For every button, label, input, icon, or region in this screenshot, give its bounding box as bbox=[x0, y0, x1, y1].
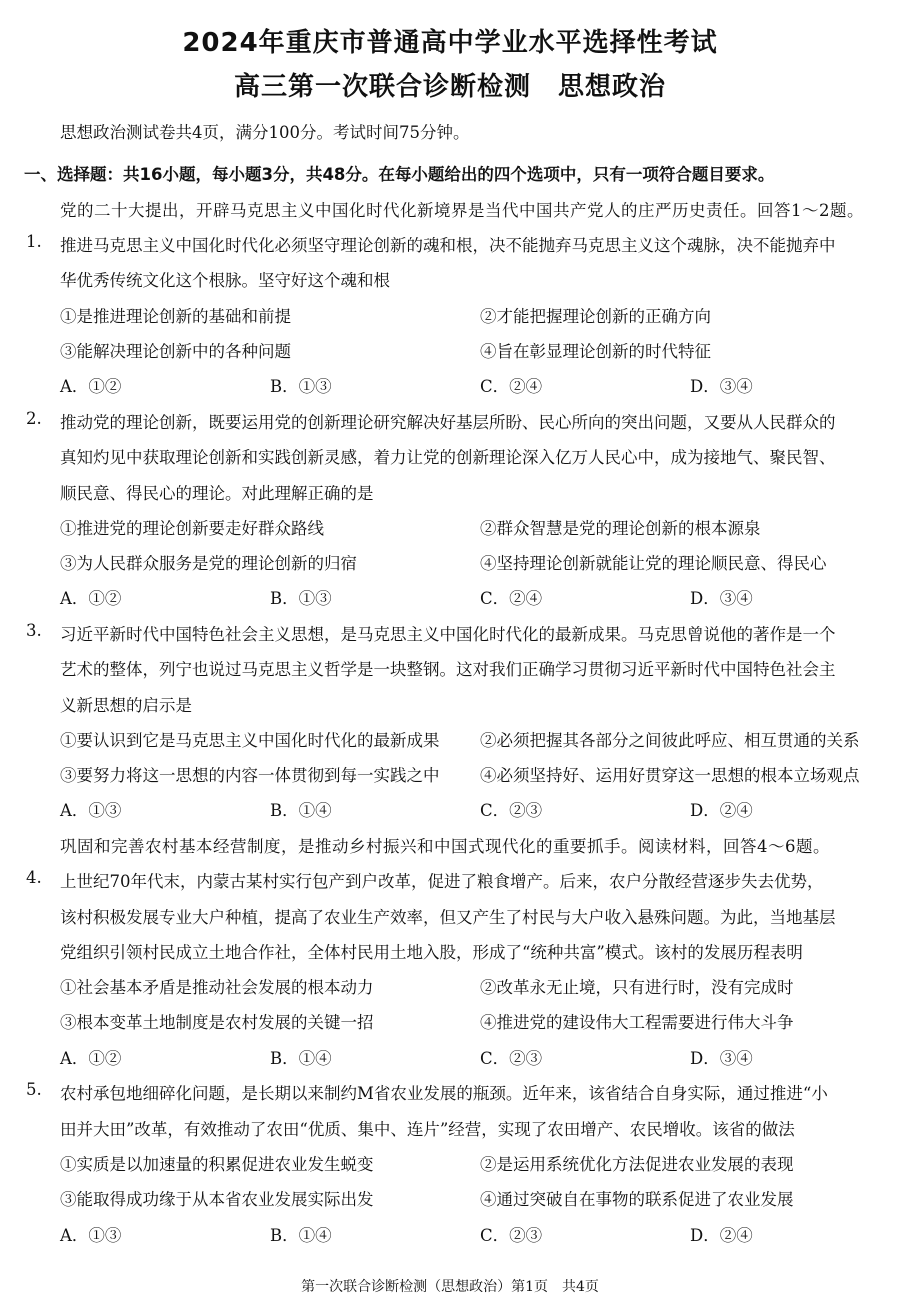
question-stem: 推进马克思主义中国化时代化必须坚守理论创新的魂和根，决不能抛弃马克思主义这个魂脉，决不能抛弃中 bbox=[60, 236, 836, 255]
choice-c: C．②③ bbox=[480, 1226, 543, 1245]
statement-4: ④坚持理论创新就能让党的理论顺民意、得民心 bbox=[480, 554, 827, 573]
choice-b: B．①③ bbox=[270, 589, 332, 608]
choice-b: B．①④ bbox=[270, 1226, 332, 1245]
choice-a: A．①③ bbox=[60, 801, 122, 820]
question-stem: 党组织引领村民成立土地合作社，全体村民用土地入股，形成了“统种共富”模式。该村的发展历程表明 bbox=[60, 943, 803, 962]
statement-1: ①实质是以加速量的积累促进农业发生蜕变 bbox=[60, 1155, 374, 1174]
statement-1: ①推进党的理论创新要走好群众路线 bbox=[60, 519, 324, 538]
statement-3: ③为人民群众服务是党的理论创新的归宿 bbox=[60, 554, 357, 573]
statement-4: ④必须坚持好、运用好贯穿这一思想的根本立场观点 bbox=[480, 766, 860, 785]
choice-d: D．②④ bbox=[690, 801, 753, 820]
choice-d: D．③④ bbox=[690, 1049, 753, 1068]
question-stem: 该村积极发展专业大户种植，提高了农业生产效率，但又产生了村民与大户收入悬殊问题。为此，当地基层 bbox=[60, 908, 836, 927]
choice-d: D．②④ bbox=[690, 1226, 753, 1245]
statement-2: ②才能把握理论创新的正确方向 bbox=[480, 307, 711, 326]
material-intro-1: 党的二十大提出，开辟马克思主义中国化时代化新境界是当代中国共产党人的庄严历史责任。回答1～2题。 bbox=[60, 201, 864, 220]
statement-2: ②改革永无止境，只有进行时，没有完成时 bbox=[480, 978, 794, 997]
material-intro-2: 巩固和完善农村基本经营制度，是推动乡村振兴和中国式现代化的重要抓手。阅读材料，回答4～6题。 bbox=[60, 837, 830, 856]
statement-3: ③要努力将这一思想的内容一体贯彻到每一实践之中 bbox=[60, 766, 440, 785]
choice-d: D．③④ bbox=[690, 377, 753, 396]
question-stem: 艺术的整体，列宁也说过马克思主义哲学是一块整钢。这对我们正确学习贯彻习近平新时代中国特色社会主 bbox=[60, 660, 836, 679]
statement-2: ②必须把握其各部分之间彼此呼应、相互贯通的关系 bbox=[480, 731, 860, 750]
question-number: 3. bbox=[26, 621, 42, 640]
statement-1: ①是推进理论创新的基础和前提 bbox=[60, 307, 291, 326]
choice-a: A．①② bbox=[60, 589, 122, 608]
statement-4: ④通过突破自在事物的联系促进了农业发展 bbox=[480, 1190, 794, 1209]
statement-4: ④旨在彰显理论创新的时代特征 bbox=[480, 342, 711, 361]
statement-2: ②是运用系统优化方法促进农业发展的表现 bbox=[480, 1155, 794, 1174]
section-heading: 一、选择题：共16小题，每小题3分，共48分。在每小题给出的四个选项中，只有一项符合题目要求。 bbox=[24, 165, 775, 184]
statement-3: ③能取得成功缘于从本省农业发展实际出发 bbox=[60, 1190, 374, 1209]
statement-1: ①社会基本矛盾是推动社会发展的根本动力 bbox=[60, 978, 374, 997]
choice-b: B．①③ bbox=[270, 377, 332, 396]
question-stem: 田并大田”改革，有效推动了农田“优质、集中、连片”经营，实现了农田增产、农民增收。该省的做法 bbox=[60, 1120, 795, 1139]
exam-subtitle: 高三第一次联合诊断检测 思想政治 bbox=[233, 72, 666, 102]
statement-2: ②群众智慧是党的理论创新的根本源泉 bbox=[480, 519, 761, 538]
choice-d: D．③④ bbox=[690, 589, 753, 608]
question-number: 5. bbox=[26, 1080, 42, 1099]
choice-a: A．①② bbox=[60, 377, 122, 396]
statement-1: ①要认识到它是马克思主义中国化时代化的最新成果 bbox=[60, 731, 440, 750]
question-stem: 华优秀传统文化这个根脉。坚守好这个魂和根 bbox=[60, 271, 390, 290]
choice-b: B．①④ bbox=[270, 1049, 332, 1068]
question-stem: 义新思想的启示是 bbox=[60, 696, 192, 715]
question-stem: 顺民意、得民心的理论。对此理解正确的是 bbox=[60, 484, 374, 503]
choice-a: A．①② bbox=[60, 1049, 122, 1068]
choice-c: C．②④ bbox=[480, 377, 543, 396]
question-stem: 上世纪70年代末，内蒙古某村实行包产到户改革，促进了粮食增产。后来，农户分散经营逐步失去优势， bbox=[60, 872, 824, 891]
choice-b: B．①④ bbox=[270, 801, 332, 820]
page-footer: 第一次联合诊断检测（思想政治）第1页 共4页 bbox=[301, 1279, 599, 1295]
question-stem: 习近平新时代中国特色社会主义思想，是马克思主义中国化时代化的最新成果。马克思曾说他的著作是一个 bbox=[60, 625, 836, 644]
statement-4: ④推进党的建设伟大工程需要进行伟大斗争 bbox=[480, 1013, 794, 1032]
question-number: 2. bbox=[26, 409, 42, 428]
choice-a: A．①③ bbox=[60, 1226, 122, 1245]
question-stem: 农村承包地细碎化问题，是长期以来制约M省农业发展的瓶颈。近年来，该省结合自身实际，通过推进“小 bbox=[60, 1084, 828, 1103]
statement-3: ③能解决理论创新中的各种问题 bbox=[60, 342, 291, 361]
choice-c: C．②③ bbox=[480, 1049, 543, 1068]
question-number: 1. bbox=[26, 232, 42, 251]
question-stem: 推动党的理论创新，既要运用党的创新理论研究解决好基层所盼、民心所向的突出问题，又要从人民群众的 bbox=[60, 413, 836, 432]
exam-title: 2024年重庆市普通高中学业水平选择性考试 bbox=[182, 28, 718, 58]
choice-c: C．②③ bbox=[480, 801, 543, 820]
question-stem: 真知灼见中获取理论创新和实践创新灵感，着力让党的创新理论深入亿万人民心中，成为接地气、聚民智、 bbox=[60, 448, 836, 467]
choice-c: C．②④ bbox=[480, 589, 543, 608]
statement-3: ③根本变革土地制度是农村发展的关键一招 bbox=[60, 1013, 374, 1032]
question-number: 4. bbox=[26, 868, 42, 887]
exam-info: 思想政治测试卷共4页，满分100分。考试时间75分钟。 bbox=[60, 123, 470, 142]
